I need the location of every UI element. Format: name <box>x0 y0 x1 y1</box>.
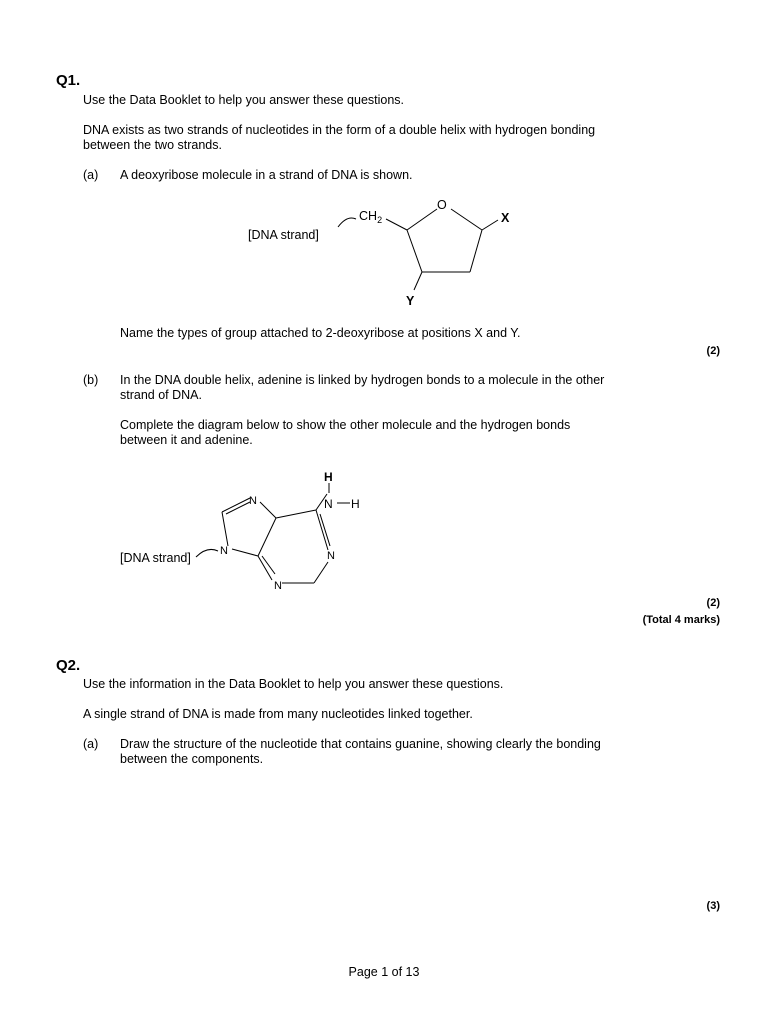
q2-part-a-line1: Draw the structure of the nucleotide that contains guanine, showing clearly the bonding <box>120 737 601 751</box>
adenine-strand-bond <box>196 549 218 557</box>
y-bond-line <box>414 272 422 290</box>
bond-c5-c6 <box>276 510 316 518</box>
adenine-strand-label: [DNA strand] <box>120 551 191 565</box>
n9-label: N <box>220 545 228 557</box>
deoxyribose-diagram <box>248 198 510 308</box>
position-x-label: X <box>501 211 510 225</box>
bond-c8-n7 <box>222 498 250 512</box>
bond-c5-c4 <box>258 518 276 556</box>
bond-n7-c5 <box>260 502 276 518</box>
ring-bond-c4-o <box>407 209 437 230</box>
q1-part-a-text: A deoxyribose molecule in a strand of DNA is shown. <box>120 168 413 182</box>
deoxyribose-strand-label: [DNA strand] <box>248 228 319 242</box>
q1-part-b-line4: between it and adenine. <box>120 433 253 447</box>
q1-part-b-marks: (2) <box>706 597 720 609</box>
adenine-diagram <box>120 470 360 592</box>
q2-intro-text: Use the information in the Data Booklet to help you answer these questions. <box>83 677 504 691</box>
q1-part-a-marks: (2) <box>706 345 720 357</box>
ch2-label: $CH_2$ <box>359 209 383 225</box>
question-1-heading: Q1. <box>56 72 81 89</box>
strand-bond-line <box>338 218 356 227</box>
question-2-heading: Q2. <box>56 657 81 674</box>
q1-intro-text: Use the Data Booklet to help you answer these questions. <box>83 93 405 107</box>
q2-part-a-marks: (3) <box>706 900 720 912</box>
ch2-bond-line <box>386 219 407 230</box>
n1-label: N <box>327 550 335 562</box>
q1-part-b-line2: strand of DNA. <box>120 388 202 402</box>
ring-bond-o-c1 <box>451 209 482 230</box>
bond-n9-c8 <box>222 512 228 546</box>
bond-c6-n1 <box>316 510 328 550</box>
n7-label: N <box>249 495 257 507</box>
h-right-label: H <box>351 497 360 511</box>
bond-n3-c4-double <box>262 556 275 574</box>
n6-label: N <box>324 497 333 511</box>
bond-c4-n9 <box>232 549 258 556</box>
q1-part-b-line3: Complete the diagram below to show the other molecule and the hydrogen bonds <box>120 418 571 432</box>
x-bond-line <box>482 220 498 230</box>
q1-dna-text-line2: between the two strands. <box>83 138 222 152</box>
ring-oxygen-label: O <box>437 198 447 212</box>
q1-part-a-label: (a) <box>83 168 99 182</box>
n3-label: N <box>274 580 282 592</box>
q2-strand-text: A single strand of DNA is made from many nucleotides linked together. <box>83 707 473 721</box>
bond-n1-c2 <box>314 562 328 583</box>
q1-dna-text-line1: DNA exists as two strands of nucleotides in the form of a double helix with hydrogen bonding <box>83 123 596 137</box>
h-top-label: H <box>324 470 333 484</box>
q1-part-b-label: (b) <box>83 373 99 387</box>
q1-part-a-question: Name the types of group attached to 2-deoxyribose at positions X and Y. <box>120 326 521 340</box>
q1-total-marks: (Total 4 marks) <box>642 614 720 626</box>
position-y-label: Y <box>406 294 415 308</box>
q2-part-a-label: (a) <box>83 737 99 751</box>
page-footer: Page 1 of 13 <box>348 965 420 979</box>
q1-part-b-line1: In the DNA double helix, adenine is linked by hydrogen bonds to a molecule in the other <box>120 373 605 387</box>
q2-part-a-line2: between the components. <box>120 752 264 766</box>
ring-bond-c3-c4 <box>407 230 422 272</box>
ring-bond-c1-c2 <box>470 230 482 272</box>
